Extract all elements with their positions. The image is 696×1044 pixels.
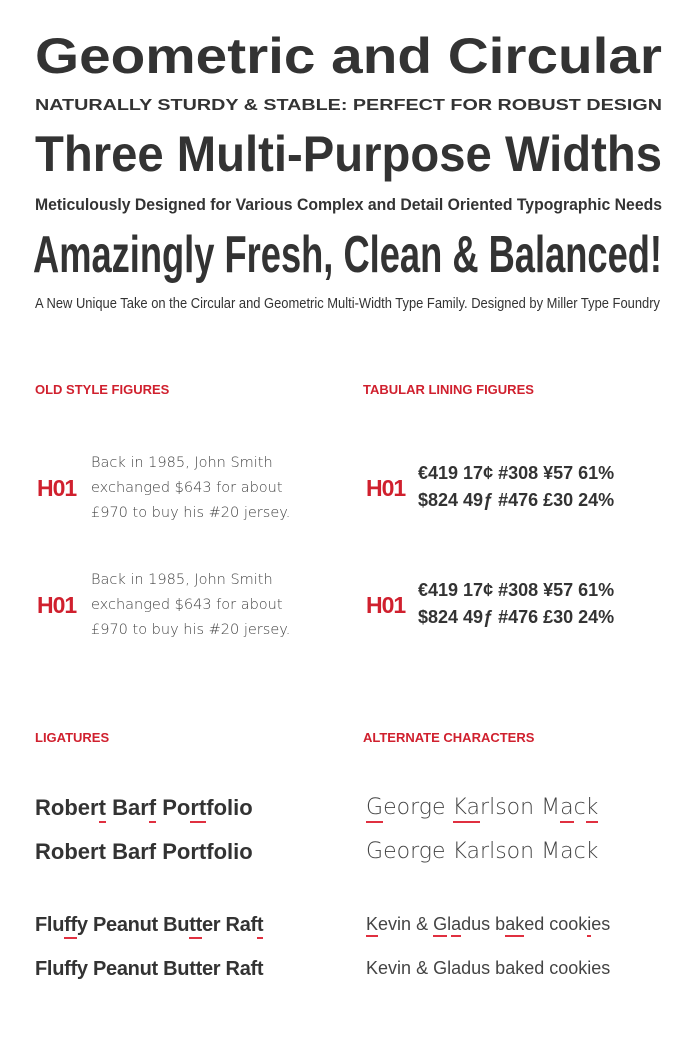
tabular-label-2: H01 [366, 592, 406, 618]
glyph: B [112, 795, 128, 820]
highlighted-glyph: K [453, 795, 467, 823]
glyph: l [46, 958, 53, 980]
glyph: F [35, 958, 47, 980]
glyph: b [495, 914, 506, 934]
glyph: f [206, 795, 214, 820]
glyph: l [489, 839, 496, 864]
glyph: k [585, 839, 599, 864]
line-three-widths: Three Multi-Purpose Widths [35, 126, 662, 182]
glyph: t [98, 839, 106, 864]
highlighted-glyph: a [451, 914, 461, 937]
glyph: e [378, 914, 389, 934]
glyph: e [591, 958, 602, 978]
glyph: g [418, 795, 432, 820]
highlighted-glyph: K [366, 914, 378, 937]
glyph: r [480, 839, 490, 864]
glyph: r [410, 795, 419, 820]
glyph: B [163, 914, 178, 936]
glyph: P [162, 839, 177, 864]
highlighted-glyph: t [99, 795, 106, 823]
glyph: o [239, 839, 253, 864]
glyph: F [35, 914, 47, 936]
glyph: l [227, 839, 234, 864]
sample-line: Back in 1985, John Smith [91, 455, 273, 471]
tabular-sample-2 [418, 577, 614, 631]
highlighted-glyph: t [257, 914, 263, 939]
line-foundry: A New Unique Take on the Circular and Geometric Multi-Width Type Family. Designed by Miller Type Foundry [35, 295, 661, 312]
glyph: d [534, 914, 545, 934]
highlighted-glyph: f [64, 914, 70, 939]
glyph: f [70, 958, 77, 980]
header-block [0, 0, 696, 330]
highlighted-glyph: r [190, 795, 199, 823]
highlighted-glyph: f [70, 914, 76, 939]
glyph: o [396, 839, 411, 864]
highlighted-glyph: a [505, 914, 515, 937]
glyph: o [50, 839, 65, 864]
glyph: v [388, 914, 398, 934]
glyph: s [601, 914, 611, 934]
sample-line: Back in 1985, John Smith [91, 572, 273, 588]
glyph: B [112, 839, 128, 864]
glyph: l [227, 795, 234, 820]
glyph: o [396, 795, 411, 820]
glyph: y [76, 914, 88, 936]
glyph: i [397, 958, 402, 978]
glyph: R [225, 914, 240, 936]
glyph: f [148, 839, 157, 864]
glyph: s [495, 839, 507, 864]
glyph: i [397, 914, 402, 934]
ligature-line-2 [35, 839, 253, 865]
glyph: c [573, 839, 586, 864]
glyph: f [64, 958, 71, 980]
glyph: t [189, 958, 196, 980]
glyph: c [549, 914, 559, 934]
glyph: a [127, 839, 141, 864]
highlighted-glyph: k [586, 795, 599, 823]
glyph: o [176, 795, 191, 820]
glyph: a [116, 958, 128, 980]
glyph: e [591, 914, 602, 934]
glyph: d [461, 914, 472, 934]
glyph: R [35, 839, 51, 864]
glyph: t [256, 958, 264, 980]
highlighted-glyph: G [366, 795, 383, 823]
glyph: G [366, 839, 384, 864]
glyph: f [250, 914, 257, 936]
glyph: M [541, 839, 561, 864]
highlighted-glyph: a [467, 795, 480, 823]
glyph: t [151, 914, 158, 936]
glyph: c [549, 958, 559, 978]
glyph: u [139, 958, 152, 980]
glyph: e [77, 795, 91, 820]
glyph: B [163, 958, 178, 980]
glyph: s [495, 795, 507, 820]
tabular-sample-1 [418, 460, 614, 514]
glyph: e [431, 839, 446, 864]
glyph: k [578, 914, 588, 934]
glyph: l [447, 914, 452, 934]
glyph: a [560, 839, 574, 864]
glyph: r [480, 795, 490, 820]
line-amazingly: Amazingly Fresh, Clean & Balanced! [33, 226, 662, 284]
glyph: e [201, 958, 213, 980]
glyph: i [233, 839, 240, 864]
glyph: t [198, 839, 207, 864]
glyph: o [213, 795, 228, 820]
highlighted-glyph: t [189, 914, 195, 939]
glyph: o [50, 795, 65, 820]
glyph: a [239, 958, 251, 980]
glyph [446, 839, 453, 864]
glyph: n [127, 958, 140, 980]
glyph: a [127, 795, 141, 820]
sample-line: $824 49ƒ #476 £30 24% [418, 490, 615, 510]
glyph: s [601, 958, 611, 978]
glyph: i [587, 958, 592, 978]
glyph: n [520, 839, 535, 864]
title: Geometric and Circular [35, 28, 662, 84]
glyph: a [116, 914, 128, 936]
glyph: g [418, 839, 432, 864]
glyph: n [401, 914, 412, 934]
glyph: u [52, 958, 65, 980]
alternate-line-3 [366, 914, 610, 935]
glyph: a [451, 958, 462, 978]
glyph: r [410, 839, 419, 864]
glyph: n [401, 958, 412, 978]
glyph: o [176, 839, 191, 864]
alternate-line-1 [366, 795, 598, 820]
old-style-sample-2 [91, 568, 290, 643]
old-style-sample-1 [91, 451, 290, 526]
sample-line: €419 17¢ #308 ¥57 61% [418, 463, 615, 483]
glyph: e [431, 795, 446, 820]
highlighted-glyph: k [515, 914, 524, 937]
line-meticulously: Meticulously Designed for Various Complex and Detail Oriented Typographic Needs [35, 195, 662, 214]
old-style-label-2: H01 [37, 592, 77, 618]
glyph: e [383, 839, 397, 864]
glyph: t [195, 958, 202, 980]
glyph: K [452, 839, 467, 864]
glyph: a [239, 914, 251, 936]
glyph: b [495, 958, 506, 978]
glyph: l [489, 795, 496, 820]
glyph: t [151, 958, 158, 980]
glyph: k [515, 958, 525, 978]
alternate-line-4 [366, 958, 610, 979]
glyph: o [506, 795, 521, 820]
sample-line: €419 17¢ #308 ¥57 61% [418, 580, 615, 600]
glyph: k [578, 958, 588, 978]
glyph: e [201, 914, 213, 936]
glyph: f [250, 958, 257, 980]
ligature-line-4 [35, 958, 263, 981]
ligatures-heading: LIGATURES [35, 730, 110, 745]
glyph: s [481, 958, 491, 978]
glyph: y [76, 958, 88, 980]
glyph: o [506, 839, 521, 864]
glyph: u [177, 958, 190, 980]
glyph: n [520, 795, 535, 820]
tabular-heading: TABULAR LINING FIGURES [363, 382, 534, 397]
highlighted-glyph: i [587, 914, 591, 937]
sample-line: exchanged $643 for about [91, 597, 283, 613]
highlighted-glyph: t [199, 795, 206, 823]
subtitle: NATURALLY STURDY & STABLE: PERFECT FOR ROBUST DESIGN [35, 97, 662, 114]
glyph: s [481, 914, 491, 934]
glyph: d [461, 958, 472, 978]
glyph: r [90, 839, 99, 864]
glyph: a [466, 839, 481, 864]
glyph: o [558, 958, 569, 978]
glyph: r [90, 795, 99, 820]
glyph: u [52, 914, 65, 936]
glyph: u [471, 958, 482, 978]
glyph: d [534, 958, 545, 978]
glyph: b [64, 839, 78, 864]
glyph: R [35, 795, 51, 820]
glyph: l [46, 914, 53, 936]
glyph: e [77, 839, 91, 864]
glyph: u [139, 914, 152, 936]
highlighted-glyph: G [433, 914, 447, 937]
glyph: e [378, 958, 389, 978]
ligature-line-3 [35, 914, 263, 937]
glyph: P [162, 795, 177, 820]
glyph: o [558, 914, 569, 934]
tabular-label-1: H01 [366, 475, 406, 501]
sample-line: £970 to buy his #20 jersey. [91, 622, 291, 638]
glyph: a [505, 958, 516, 978]
glyph: e [524, 958, 535, 978]
ligature-line-1 [35, 795, 253, 821]
highlighted-glyph: a [560, 795, 573, 823]
glyph: M [541, 795, 561, 820]
glyph: b [64, 795, 78, 820]
glyph: r [212, 914, 221, 936]
glyph: e [106, 914, 117, 936]
glyph: r [212, 958, 221, 980]
glyph: e [383, 795, 397, 820]
highlighted-glyph: t [196, 914, 202, 939]
glyph: f [206, 839, 214, 864]
glyph: e [106, 958, 117, 980]
glyph: e [524, 914, 535, 934]
alternates-heading: ALTERNATE CHARACTERS [363, 730, 535, 745]
sample-line: exchanged $643 for about [91, 480, 283, 496]
glyph: r [140, 795, 149, 820]
glyph: l [447, 958, 452, 978]
glyph: o [213, 839, 228, 864]
glyph: r [140, 839, 149, 864]
glyph: & [416, 914, 429, 934]
glyph: K [366, 958, 379, 978]
glyph: P [92, 914, 106, 936]
sample-line: £970 to buy his #20 jersey. [91, 505, 291, 521]
glyph: u [177, 914, 190, 936]
glyph: o [239, 795, 253, 820]
glyph: v [388, 958, 398, 978]
glyph: i [233, 795, 240, 820]
glyph: c [573, 795, 586, 820]
old-style-heading: OLD STYLE FIGURES [35, 382, 170, 397]
glyph: o [568, 914, 579, 934]
glyph: R [225, 958, 240, 980]
glyph: P [92, 958, 106, 980]
glyph: r [190, 839, 199, 864]
glyph: u [471, 914, 482, 934]
glyph [446, 795, 453, 820]
old-style-label-1: H01 [37, 475, 77, 501]
glyph: G [433, 958, 448, 978]
sample-line: $824 49ƒ #476 £30 24% [418, 607, 615, 627]
alternate-line-2 [366, 839, 598, 864]
glyph: & [416, 958, 429, 978]
glyph: o [568, 958, 579, 978]
highlighted-glyph: f [149, 795, 156, 823]
glyph: n [127, 914, 140, 936]
